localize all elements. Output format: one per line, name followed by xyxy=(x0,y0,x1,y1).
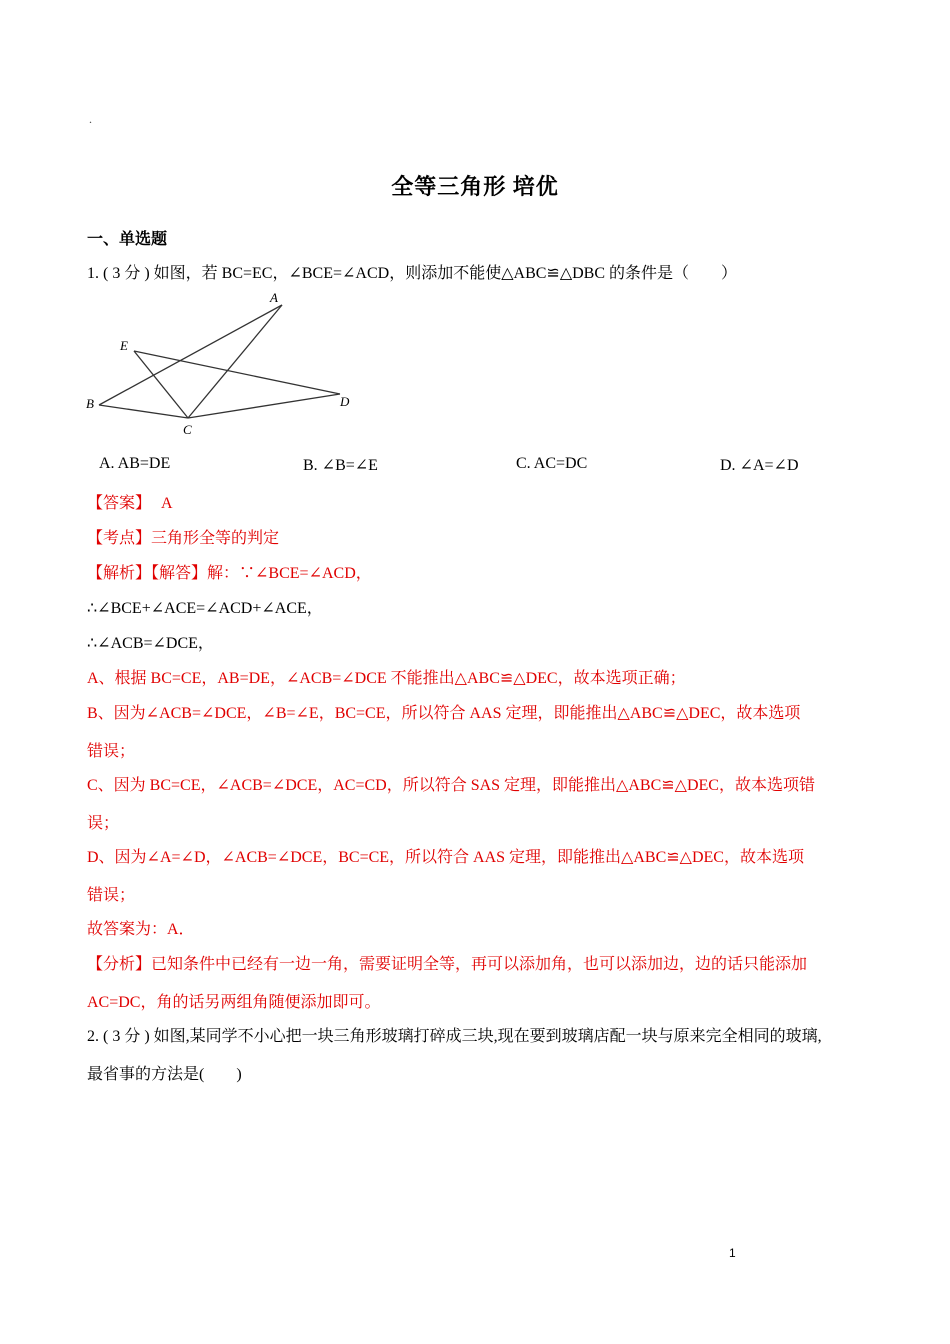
q1-option-b[interactable]: B. ∠B=∠E xyxy=(303,457,378,474)
analysis-option-a: A、根据 BC=CE，AB=DE，∠ACB=∠DCE 不能推出△ABC≌△DEC，故本选项正确； xyxy=(87,670,686,687)
kaodian-tag: 【考点】 xyxy=(87,530,152,547)
analysis-option-b-1: B、因为∠ACB=∠DCE，∠B=∠E，BC=CE，所以符合 AAS 定理，即能推出△ABC≌△DEC，故本选项 xyxy=(87,705,801,722)
segment-ac xyxy=(188,305,282,418)
segment-ba xyxy=(99,305,282,405)
kaodian-line xyxy=(87,525,279,548)
conclusion: 故答案为：A． xyxy=(87,921,195,938)
segment-ed xyxy=(134,351,340,394)
q1-option-c[interactable]: C. AC=DC xyxy=(516,455,588,472)
jiexi-text: 解：∵∠BCE=∠ACD， xyxy=(207,565,372,582)
label-b: B xyxy=(86,396,94,411)
fenxi-tag: 【分析】 xyxy=(87,956,152,973)
step-2: ∴∠ACB=∠DCE， xyxy=(87,635,214,652)
analysis-option-c-2: 误； xyxy=(87,815,120,832)
q1-figure xyxy=(84,288,364,438)
jiexi-line xyxy=(87,560,372,583)
page-number: 1 xyxy=(729,1246,736,1260)
analysis-option-d-1: D、因为∠A=∠D，∠ACB=∠DCE，BC=CE，所以符合 AAS 定理，即能推出△ABC≌△DEC，故本选项 xyxy=(87,849,804,866)
page-dot: . xyxy=(89,112,92,126)
segment-bc xyxy=(99,405,188,418)
q1-option-a[interactable]: A. AB=DE xyxy=(99,455,171,472)
q1-stem: 1. ( 3 分 ) 如图，若 BC=EC，∠BCE=∠ACD，则添加不能使△ABC≌△DBC 的条件是（ ） xyxy=(87,265,738,282)
answer-tag: 【答案】 xyxy=(87,495,152,512)
fenxi-text-1: 已知条件中已经有一边一角，需要证明全等，再可以添加角，也可以添加边，边的话只能添加 xyxy=(151,956,808,973)
analysis-option-b-2: 错误； xyxy=(87,743,136,760)
q2-stem-2: 最省事的方法是( ) xyxy=(87,1066,242,1083)
label-d: D xyxy=(340,394,350,409)
label-c: C xyxy=(183,422,192,437)
step-1: ∴∠BCE+∠ACE=∠ACD+∠ACE， xyxy=(87,600,323,617)
q2-stem-1: 2. ( 3 分 ) 如图,某同学不小心把一块三角形玻璃打碎成三块,现在要到玻璃店配一块与原来完全相同的玻璃, xyxy=(87,1028,822,1045)
fenxi-line xyxy=(87,951,807,974)
answer-value: A xyxy=(161,495,173,512)
analysis-option-c-1: C、因为 BC=CE，∠ACB=∠DCE，AC=CD，所以符合 SAS 定理，即能推出△ABC≌△DEC，故本选项错 xyxy=(87,777,815,794)
jiexi-tag: 【解析】【解答】 xyxy=(87,565,208,582)
page-title: 全等三角形 培优 xyxy=(391,174,559,199)
section-heading: 一、单选题 xyxy=(87,231,168,248)
fenxi-text-2: AC=DC，角的话另两组角随便添加即可。 xyxy=(87,994,381,1011)
analysis-option-d-2: 错误； xyxy=(87,887,136,904)
q1-option-d[interactable]: D. ∠A=∠D xyxy=(720,457,799,474)
segment-cd xyxy=(188,394,340,418)
label-a: A xyxy=(270,290,278,305)
kaodian-text: 三角形全等的判定 xyxy=(151,530,280,547)
label-e: E xyxy=(120,338,128,353)
answer-line xyxy=(87,490,173,513)
